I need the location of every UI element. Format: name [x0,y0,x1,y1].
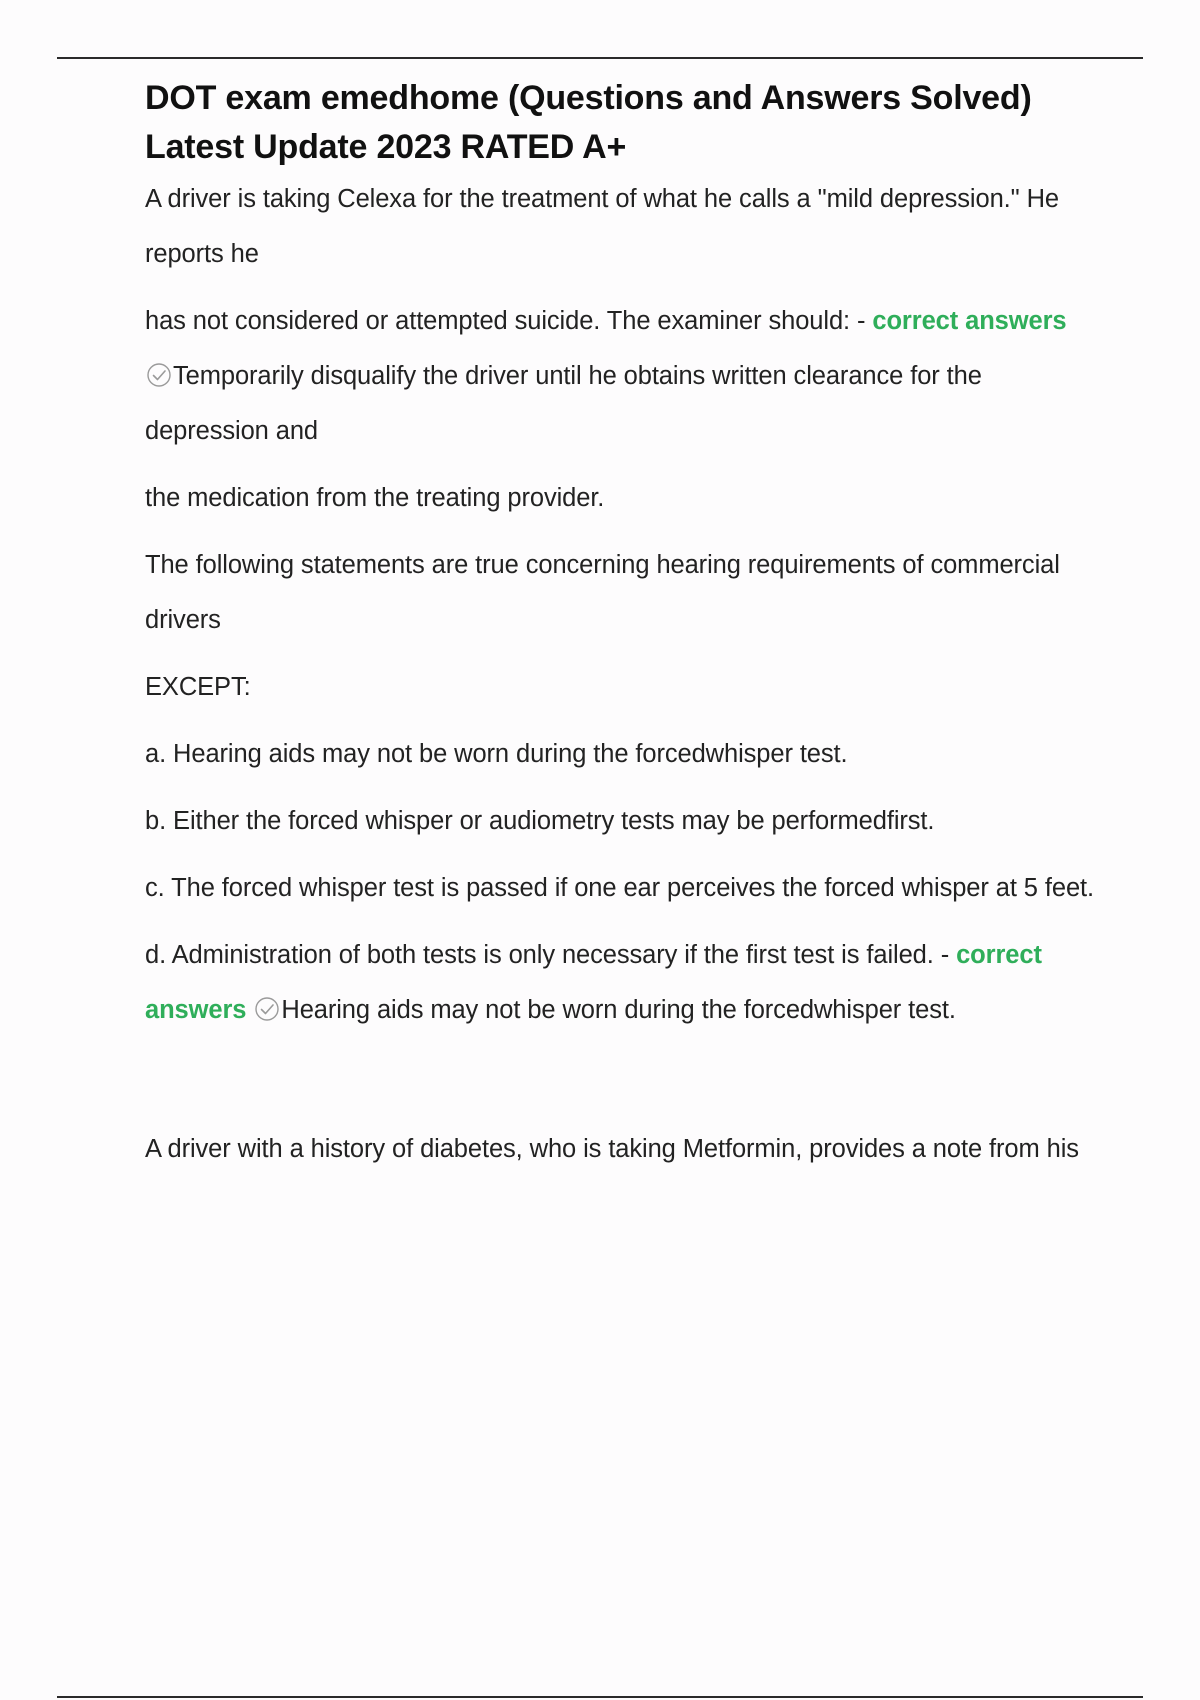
document-body [145,74,1095,1177]
q1-stem-part2 [145,294,1095,459]
bottom-rule [57,1696,1143,1698]
q1-answer-text: Temporarily disqualify the driver until he obtains written clearance for the depression and [145,362,982,445]
q1-stem-text: has not considered or attempted suicide. The examiner should: - [145,307,873,335]
q1-answer-label: correct answers [872,307,1067,335]
check-circle-icon [253,996,281,1022]
q2-answer-label: correct answers [145,941,1042,1024]
q1-answer-continued: the medication from the treating provider. [145,484,605,512]
q2-option-b: b. Either the forced whisper or audiometry tests may be performedfirst. [145,807,935,835]
check-circle-icon [145,362,173,388]
q2-option-d-text: d. Administration of both tests is only necessary if the first test is failed. - [145,941,957,969]
q2-option-c: c. The forced whisper test is passed if one ear perceives the forced whisper at 5 feet. [145,874,1094,902]
top-rule [57,57,1143,59]
q3-stem: A driver with a history of diabetes, who is taking Metformin, provides a note from his [145,1135,1079,1163]
q2-stem: The following statements are true concerning hearing requirements of commercial drivers [145,551,1060,634]
q2-answer-text: Hearing aids may not be worn during the forcedwhisper test. [281,996,956,1024]
q1-stem-part1: A driver is taking Celexa for the treatment of what he calls a "mild depression." He reports he [145,185,1059,268]
document-title: DOT exam emedhome (Questions and Answers Solved) Latest Update 2023 RATED A+ [145,79,1032,166]
q2-option-d [145,928,1095,1038]
q2-except: EXCEPT: [145,673,251,701]
q2-option-a: a. Hearing aids may not be worn during the forcedwhisper test. [145,740,848,768]
